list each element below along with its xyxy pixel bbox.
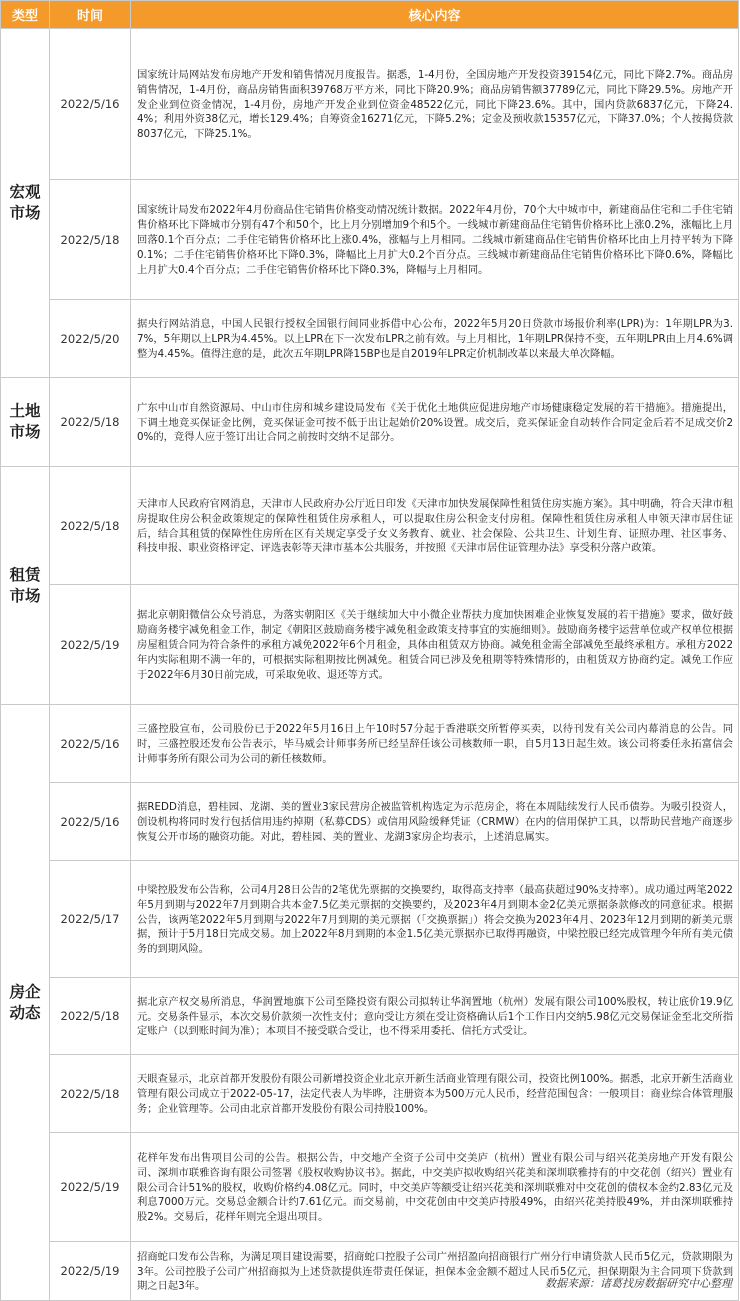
category-developer-news: 房企 动态 [1, 705, 50, 1301]
row-content: 天眼查显示，北京首都开发股份有限公司新增投资企业北京开新生活商业管理有限公司，投资比例100%。据悉，北京开新生活商业管理有限公司成立于2022-05-17，法定代表人为毕晔，注册资本为500万元人民币，经营范围包含：一般项目：商业综合体管理服务；企业管理等。公司由北京首都开发股份有限公司持股100%。 [131, 1055, 739, 1133]
row-date: 2022/5/18 [50, 1055, 131, 1133]
row-content: 据北京产权交易所消息，华润置地旗下公司至隆投资有限公司拟转让华润置地（杭州）发展有限公司100%股权，转让底价19.9亿元。交易条件显示，本次交易价款须一次性支付；意向受让方须在受让资格确认后1个工作日内交纳5.98亿元交易保证金至北交所指定账户（以到账时间为准）；本项目不接受联合受让，也不得采用委托、信托方式受让。 [131, 978, 739, 1055]
row-date: 2022/5/17 [50, 861, 131, 978]
category-macro-market: 宏观 市场 [1, 29, 50, 378]
table-row [1, 378, 739, 467]
row-date: 2022/5/19 [50, 1133, 131, 1242]
row-content: 广东中山市自然资源局、中山市住房和城乡建设局发布《关于优化土地供应促进房地产市场健康稳定发展的若干措施》。措施提出，下调土地竞买保证金比例，竞买保证金可按不低于出让起始价20%设置。成交后，竞买保证金自动转作合同定金后若不足成交价20%的，竞得人应于签订出让合同之前按时交纳不足部分。 [131, 378, 739, 467]
category-land-market: 土地 市场 [1, 378, 50, 467]
header-date: 时间 [50, 1, 131, 29]
table-row [1, 1133, 739, 1242]
row-date: 2022/5/18 [50, 978, 131, 1055]
row-content: 据央行网站消息，中国人民银行授权全国银行间同业拆借中心公布，2022年5月20日贷款市场报价利率(LPR)为：1年期LPR为3.7%，5年期以上LPR为4.45%。以上LPR在下一次发布LPR之前有效。与上月相比，1年期LPR保持不变，五年期LPR由上月4.6%调整为4.45%。值得注意的是，此次五年期LPR降15BP也是自2019年LPR定价机制改革以来最大单次降幅。 [131, 300, 739, 378]
row-date: 2022/5/19 [50, 1242, 131, 1301]
table-row [1, 467, 739, 585]
row-date: 2022/5/18 [50, 467, 131, 585]
row-date: 2022/5/16 [50, 783, 131, 861]
row-content: 花样年发布出售项目公司的公告。根据公告，中交地产全资子公司中交美庐（杭州）置业有限公司与绍兴花美房地产开发有限公司、深圳市联雅咨询有限公司签署《股权收购协议书》。据此，中交美庐拟收购绍兴花美和深圳联雅持有的中交花创（绍兴）置业有限公司合计51%的股权，收购价格约4.08亿元。同时，中交美庐等额受让绍兴花美和深圳联雅对中交花创的债权本金约2.83亿元及利息7000万元。交易总金额合计约7.61亿元。而交易前，中交花创由中交美庐持股49%，由绍兴花美持股49%，并由深圳联雅持股2%。交易后，花样年则完全退出项目。 [131, 1133, 739, 1242]
table-row [1, 300, 739, 378]
table-row [1, 861, 739, 978]
table-row [1, 978, 739, 1055]
row-date: 2022/5/18 [50, 180, 131, 300]
row-content: 中梁控股发布公告称，公司4月28日公告的2笔优先票据的交换要约，取得高支持率（最高获超过90%支持率）。成功通过两笔2022年5月到期与2022年7月到期合共本金7.5亿美元票据的交换要约，及2023年4月到期本金2亿美元票据条款修改的同意征求。根据公告，该两笔2022年5月到期与2022年7月到期的美元票据（「交换票据」）将会交换为2023年4月、2023年12月到期的新美元票据，预计于5月18日完成交易。加上2022年8月到期的本金1.5亿美元票据亦已取得再融资，中梁控股已经完成管理今年所有美元债务的到期风险。 [131, 861, 739, 978]
table-row [1, 705, 739, 783]
row-date: 2022/5/18 [50, 378, 131, 467]
row-date: 2022/5/16 [50, 705, 131, 783]
table-header-row [1, 1, 739, 29]
row-content: 国家统计局网站发布房地产开发和销售情况月度报告。据悉，1-4月份，全国房地产开发投资39154亿元，同比下降2.7%。商品房销售情况，1-4月份，商品房销售面积39768万平方米，同比下降20.9%；商品房销售额37789亿元，同比下降29.5%。房地产开发企业到位资金情况，1-4月份，房地产开发企业到位资金48522亿元，同比下降23.6%。其中，国内贷款6837亿元，下降24.4%；利用外资38亿元，增长129.4%；自筹资金16271亿元，下降5.2%；定金及预收款15357亿元，下降37.0%；个人按揭贷款8037亿元，下降25.1%。 [131, 29, 739, 180]
row-content: 三盛控股宣布，公司股份已于2022年5月16日上午10时57分起于香港联交所暂停买卖，以待刊发有关公司内幕消息的公告。同时，三盛控股还发布公告表示，毕马威会计师事务所已经呈辞任该公司核数师一职，自5月13日起生效。该公司将委任永拓富信会计师事务所有限公司为公司的新任核数师。 [131, 705, 739, 783]
row-content: 国家统计局发布2022年4月份商品住宅销售价格变动情况统计数据。2022年4月份，70个大中城市中，新建商品住宅和二手住宅销售价格环比下降城市分别有47个和50个，比上月分别增加9个和5个。一线城市新建商品住宅销售价格环比上涨0.2%，涨幅比上月回落0.1个百分点；二手住宅销售价格环比上涨0.4%，涨幅与上月相同。二线城市新建商品住宅销售价格环比由上月持平转为下降0.1%；二手住宅销售价格环比下降0.3%，降幅比上月扩大0.2个百分点。三线城市新建商品住宅销售价格环比下降0.6%，降幅比上月扩大0.4个百分点；二手住宅销售价格环比下降0.3%，降幅与上月相同。 [131, 180, 739, 300]
row-content: 招商蛇口发布公告称，为满足项目建设需要，招商蛇口控股子公司广州招盈向招商银行广州分行申请贷款人民币5亿元，贷款期限为3年。公司控股子公司广州招商拟为上述贷款提供连带责任保证，担保本金金额不超过人民币5亿元，担保期限为主合同项下贷款到期之日起3年。 [131, 1242, 739, 1301]
row-content: 天津市人民政府官网消息，天津市人民政府办公厅近日印发《天津市加快发展保障性租赁住房实施方案》。其中明确，符合天津市租房提取住房公积金政策规定的保障性租赁住房承租人，可以提取住房公积金支付房租。保障性租赁住房承租人申领天津市居住证后，结合其租赁的保障性住房所在区有关规定享受子女义务教育、就业、社会保险、公共卫生、计划生育、证照办理、社区事务、科技申报、职业资格评定、评选表彰等天津市基本公共服务，并按照《天津市居住证管理办法》享受积分落户政策。 [131, 467, 739, 585]
table-row [1, 29, 739, 180]
row-content: 据北京朝阳微信公众号消息，为落实朝阳区《关于继续加大中小微企业帮扶力度加快困难企业恢复发展的若干措施》要求，做好鼓励商务楼宇减免租金工作，制定《朝阳区鼓励商务楼宇减免租金政策支持事宜的实施细则》。鼓励商务楼宇运营单位或产权单位根据房屋租赁合同为符合条件的承租方减免2022年6个月租金，具体由租赁双方协商。减免租金需全部减免至最终承租方。承租方2022年内实际租期不满一年的，可根据实际租期按比例减免。租赁合同已涉及免租期等特殊情形的，由租赁双方协商约定。减免工作应于2022年6月30日前完成，可采取免收、退还等方式。 [131, 585, 739, 705]
table-row [1, 1242, 739, 1301]
row-date: 2022/5/16 [50, 29, 131, 180]
row-date: 2022/5/19 [50, 585, 131, 705]
table-row [1, 783, 739, 861]
category-rental-market: 租赁 市场 [1, 467, 50, 705]
table-row [1, 180, 739, 300]
row-content: 据REDD消息，碧桂园、龙湖、美的置业3家民营房企被监管机构选定为示范房企，将在本周陆续发行人民币债券。为吸引投资人，创设机构将同时发行包括信用违约掉期（私募CDS）或信用风险缓释凭证（CRMW）在内的信用保护工具，以帮助民营地产商逐步恢复公开市场的融资功能。对此，碧桂园、美的置业、龙湖3家房企均表示，上述消息属实。 [131, 783, 739, 861]
row-date: 2022/5/20 [50, 300, 131, 378]
header-content: 核心内容 [131, 1, 739, 29]
table-row [1, 1055, 739, 1133]
header-type: 类型 [1, 1, 50, 29]
table-row [1, 585, 739, 705]
data-source-note: 数据来源：诸葛找房数据研究中心整理 [545, 1277, 732, 1290]
